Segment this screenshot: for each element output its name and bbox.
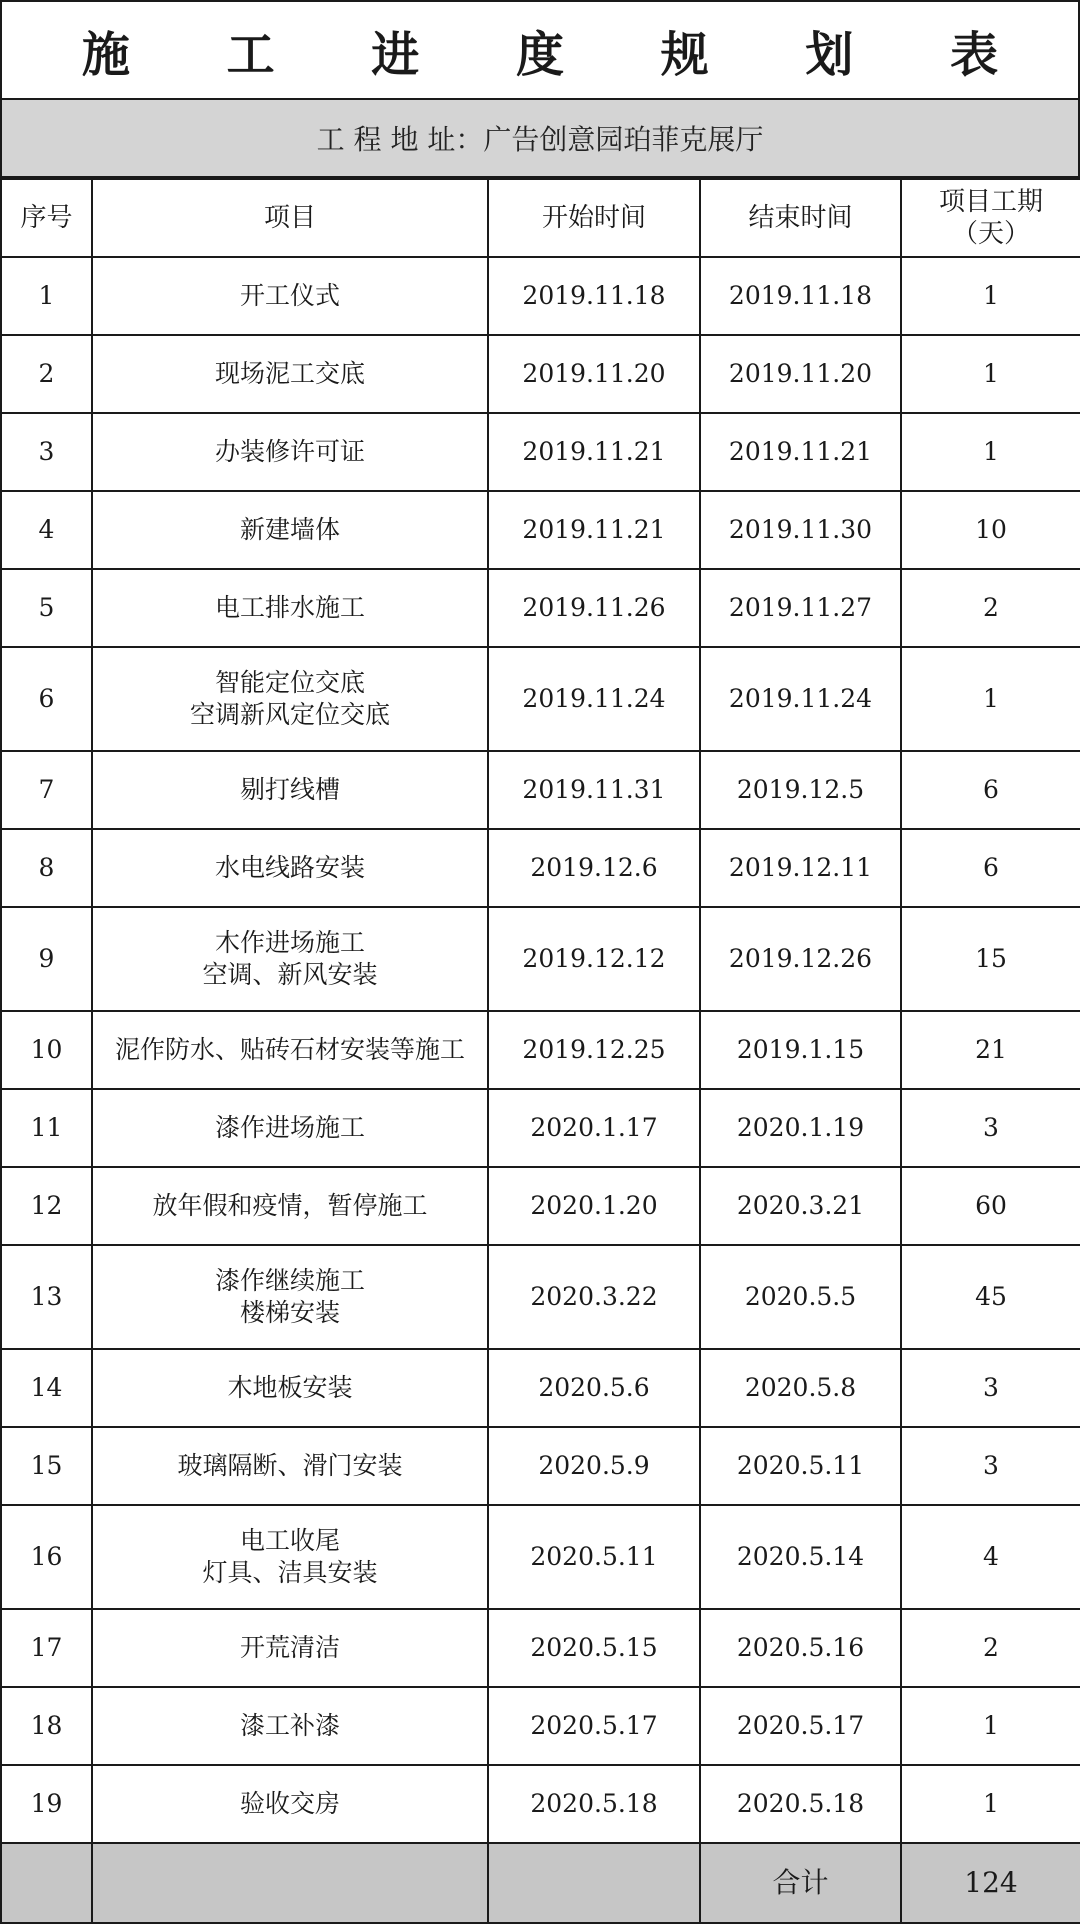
row-item-line: 办装修许可证 [214,437,365,466]
row-duration-days: 3 [901,1089,1080,1167]
table-row [1,1349,1080,1427]
total-cell-empty [488,1843,700,1923]
column-header-duration [901,179,1080,257]
row-number: 11 [1,1089,92,1167]
row-duration-days: 1 [901,335,1080,413]
row-start-date: 2019.12.25 [488,1011,700,1089]
column-header-no: 序号 [1,179,92,257]
table-row [1,647,1080,751]
row-end-date: 2019.11.30 [700,491,901,569]
table-row [1,1089,1080,1167]
row-duration-days: 6 [901,751,1080,829]
row-item-line: 木作进场施工 [214,928,365,957]
row-start-date: 2019.11.24 [488,647,700,751]
row-start-date: 2020.5.15 [488,1609,700,1687]
row-item [92,491,488,569]
row-duration-days: 60 [901,1167,1080,1245]
row-end-date: 2020.5.18 [700,1765,901,1843]
row-end-date: 2019.12.11 [700,829,901,907]
row-end-date: 2020.5.8 [700,1349,901,1427]
row-item-line: 玻璃隔断、滑门安装 [177,1451,403,1480]
page-title: 施 工 进 度 规 划 表 [0,0,1080,100]
row-number: 13 [1,1245,92,1349]
table-row [1,1167,1080,1245]
row-item-line: 开荒清洁 [239,1633,340,1662]
row-number: 2 [1,335,92,413]
row-item [92,335,488,413]
table-row [1,1011,1080,1089]
row-item-line: 木地板安装 [227,1373,353,1402]
row-item [92,1765,488,1843]
row-duration-days: 2 [901,569,1080,647]
row-number: 19 [1,1765,92,1843]
column-header-duration-line1: 项目工期 [938,187,1043,217]
project-address: 工 程 地 址：广告创意园珀菲克展厅 [0,100,1080,178]
row-start-date: 2020.5.11 [488,1505,700,1609]
row-item [92,1427,488,1505]
table-body [1,257,1080,1843]
row-start-date: 2020.1.17 [488,1089,700,1167]
row-number: 7 [1,751,92,829]
row-item [92,1011,488,1089]
row-number: 12 [1,1167,92,1245]
column-header-item: 项目 [92,179,488,257]
row-item-line: 智能定位交底 [214,668,365,697]
row-number: 15 [1,1427,92,1505]
table-row [1,751,1080,829]
row-duration-days: 15 [901,907,1080,1011]
row-end-date: 2019.11.18 [700,257,901,335]
row-number: 3 [1,413,92,491]
table-row [1,1245,1080,1349]
row-start-date: 2019.12.6 [488,829,700,907]
row-item [92,1609,488,1687]
table-row [1,1687,1080,1765]
row-number: 5 [1,569,92,647]
table-header-row [1,179,1080,257]
row-number: 17 [1,1609,92,1687]
row-duration-days: 3 [901,1349,1080,1427]
row-item [92,413,488,491]
row-start-date: 2020.5.18 [488,1765,700,1843]
row-item-line: 空调新风定位交底 [189,700,390,729]
row-start-date: 2020.5.17 [488,1687,700,1765]
table-row [1,829,1080,907]
table-row [1,257,1080,335]
row-item-line: 电工收尾 [239,1526,340,1555]
row-item [92,1245,488,1349]
row-number: 18 [1,1687,92,1765]
row-item [92,1349,488,1427]
row-start-date: 2020.1.20 [488,1167,700,1245]
row-item [92,1687,488,1765]
table-row [1,335,1080,413]
row-start-date: 2019.11.18 [488,257,700,335]
row-end-date: 2019.12.26 [700,907,901,1011]
row-item-line: 验收交房 [239,1789,340,1818]
row-item-line: 漆作继续施工 [214,1266,365,1295]
row-item [92,647,488,751]
column-header-duration-line2: （天） [951,219,1030,249]
table-row [1,1609,1080,1687]
row-end-date: 2020.5.17 [700,1687,901,1765]
row-end-date: 2019.11.21 [700,413,901,491]
row-duration-days: 1 [901,1687,1080,1765]
row-item-line: 灯具、洁具安装 [202,1558,378,1587]
table-row [1,1765,1080,1843]
row-item-line: 新建墙体 [239,515,340,544]
row-duration-days: 10 [901,491,1080,569]
total-cell-empty [92,1843,488,1923]
row-item-line: 漆工补漆 [239,1711,340,1740]
row-item [92,1089,488,1167]
row-start-date: 2020.5.9 [488,1427,700,1505]
row-item-line: 电工排水施工 [214,593,365,622]
row-duration-days: 4 [901,1505,1080,1609]
row-item-line: 楼梯安装 [239,1298,340,1327]
row-number: 4 [1,491,92,569]
row-item-line: 放年假和疫情，暂停施工 [152,1191,428,1220]
row-duration-days: 2 [901,1609,1080,1687]
row-duration-days: 3 [901,1427,1080,1505]
row-number: 1 [1,257,92,335]
table-row [1,413,1080,491]
table-row [1,907,1080,1011]
row-duration-days: 1 [901,647,1080,751]
table-row [1,491,1080,569]
row-end-date: 2019.11.24 [700,647,901,751]
row-end-date: 2019.11.27 [700,569,901,647]
row-start-date: 2020.5.6 [488,1349,700,1427]
row-start-date: 2019.11.31 [488,751,700,829]
row-number: 14 [1,1349,92,1427]
total-label: 合计 [700,1843,901,1923]
row-item [92,569,488,647]
row-item-line: 现场泥工交底 [214,359,365,388]
row-number: 8 [1,829,92,907]
row-duration-days: 1 [901,1765,1080,1843]
row-end-date: 2020.1.19 [700,1089,901,1167]
row-duration-days: 1 [901,257,1080,335]
total-cell-empty [1,1843,92,1923]
row-end-date: 2020.5.14 [700,1505,901,1609]
row-number: 16 [1,1505,92,1609]
row-item [92,257,488,335]
table-row [1,569,1080,647]
total-value: 124 [901,1843,1080,1923]
row-start-date: 2019.12.12 [488,907,700,1011]
row-item [92,1167,488,1245]
row-duration-days: 21 [901,1011,1080,1089]
row-start-date: 2019.11.21 [488,491,700,569]
row-item-line: 漆作进场施工 [214,1113,365,1142]
row-item [92,907,488,1011]
row-end-date: 2019.1.15 [700,1011,901,1089]
row-end-date: 2020.5.5 [700,1245,901,1349]
row-number: 10 [1,1011,92,1089]
row-end-date: 2020.3.21 [700,1167,901,1245]
row-item [92,829,488,907]
table-row [1,1427,1080,1505]
row-end-date: 2020.5.11 [700,1427,901,1505]
row-item [92,1505,488,1609]
row-item [92,751,488,829]
row-end-date: 2019.12.5 [700,751,901,829]
row-number: 6 [1,647,92,751]
row-number: 9 [1,907,92,1011]
total-row [1,1843,1080,1923]
row-duration-days: 6 [901,829,1080,907]
row-item-line: 空调、新风安装 [202,960,378,989]
row-start-date: 2019.11.26 [488,569,700,647]
row-start-date: 2020.3.22 [488,1245,700,1349]
row-end-date: 2019.11.20 [700,335,901,413]
row-duration-days: 45 [901,1245,1080,1349]
row-start-date: 2019.11.21 [488,413,700,491]
column-header-end: 结束时间 [700,179,901,257]
row-item-line: 水电线路安装 [214,853,365,882]
row-item-line: 剔打线槽 [239,775,340,804]
column-header-start: 开始时间 [488,179,700,257]
schedule-table [0,178,1080,1924]
row-start-date: 2019.11.20 [488,335,700,413]
row-item-line: 开工仪式 [239,281,340,310]
row-item-line: 泥作防水、贴砖石材安装等施工 [114,1035,465,1064]
row-end-date: 2020.5.16 [700,1609,901,1687]
row-duration-days: 1 [901,413,1080,491]
table-row [1,1505,1080,1609]
